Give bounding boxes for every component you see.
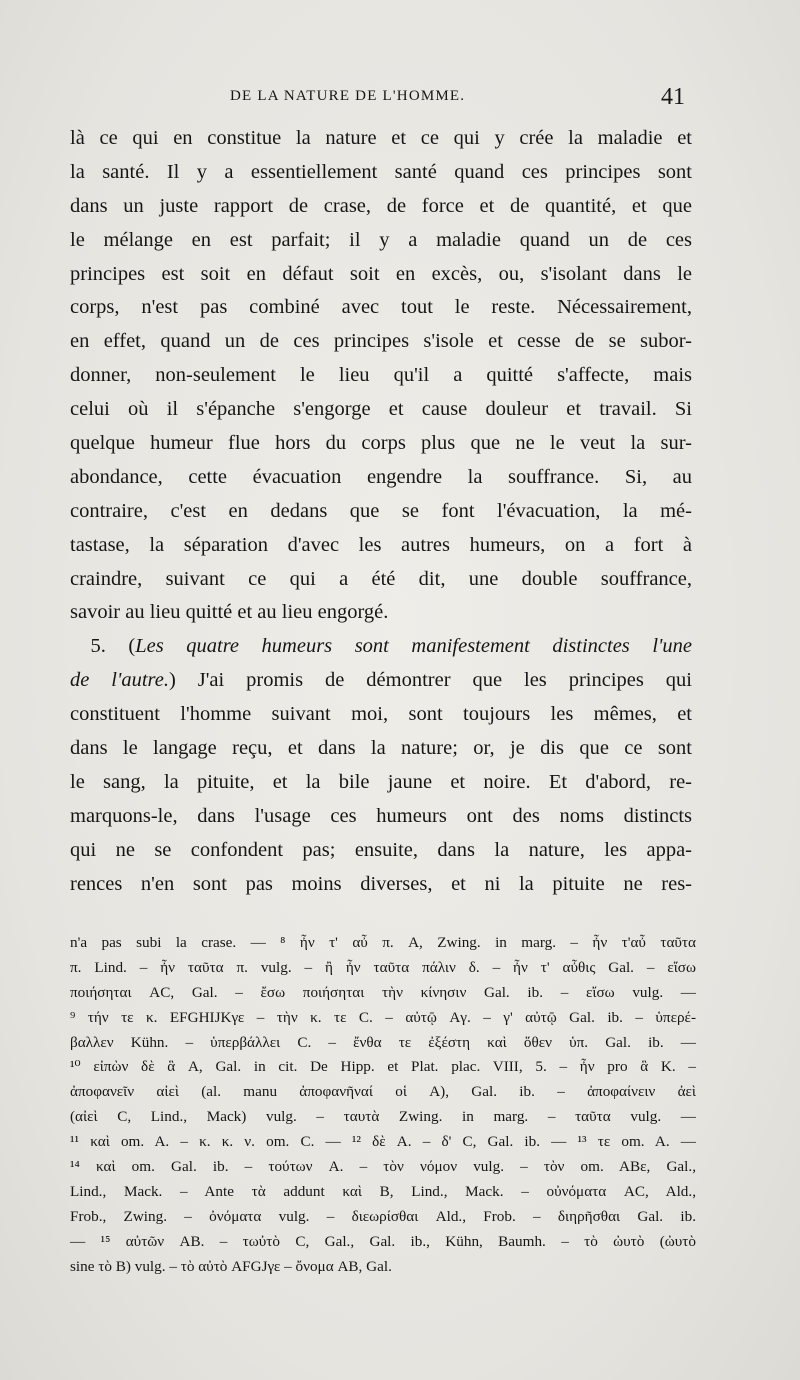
footnote-line: ¹⁴ καὶ om. Gal. ib. – τούτων A. – τὸν νόμον vulg. – τὸν om. ABε, Gal., [70, 1158, 696, 1176]
footnote-line: n'a pas subi la crase. — ⁸ ἦν τ' αὖ π. A, Zwing. in marg. – ἦν τ'αὖ ταῦτα [70, 934, 696, 951]
footnote-line: (αἰεὶ C, Lind., Mack) vulg. – ταυτὰ Zwing. in marg. – ταῦτα vulg. — [70, 1108, 696, 1126]
text-line: abondance, cette évacuation engendre la souffrance. Si, au [70, 465, 692, 488]
page-number: 41 [661, 84, 685, 110]
text-line: qui ne se confondent pas; ensuite, dans la nature, les appa- [70, 838, 692, 861]
footnote-line: ¹⁰ εἰπὼν δὲ ἃ A, Gal. in cit. De Hipp. et Plat. plac. VIII, 5. – ἦν pro ἃ K. – [70, 1058, 696, 1076]
text-line: en effet, quand un de ces principes s'isole et cesse de se subor- [70, 330, 692, 353]
footnote-line: ἀποφανεῖν αἰεὶ (al. manu ἀποφανῆναί οἱ A), Gal. ib. – ἀποφαίνειν ἀεὶ [70, 1083, 696, 1101]
footnote-line: βαλλεν Kühn. – ὑπερβάλλει C. – ἔνθα τε ἐξέστη καὶ ὅθεν ὑπ. Gal. ib. — [70, 1033, 696, 1051]
section-5-heading-line [70, 630, 692, 664]
text-line: craindre, suivant ce qui a été dit, une double souffrance, [70, 567, 692, 590]
text-line: celui où il s'épanche s'engorge et cause douleur et travail. Si [70, 398, 692, 421]
footnote-line: — ¹⁵ αὐτῶν AB. – τωὐτὸ C, Gal., Gal. ib., Kühn, Baumh. – τὸ ὠυτὸ (ὠυτὸ [70, 1232, 696, 1250]
text-span: ) J'ai promis de démontrer que les principes qui [169, 669, 692, 692]
footnotes [70, 931, 696, 1279]
footnote-line: Frob., Zwing. – ὀνόματα vulg. – διεωρίσθαι Ald., Frob. – διηρῆσθαι Gal. ib. [70, 1207, 696, 1225]
main-text [70, 122, 692, 901]
text-line: contraire, c'est en dedans que se font l'évacuation, la mé- [70, 499, 692, 522]
text-line: corps, n'est pas combiné avec tout le reste. Nécessairement, [70, 296, 692, 319]
footnote-line: ⁹ τήν τε κ. EFGHIJKγε – τὴν κ. τε C. – αὐτῷ Aγ. – γ' αὐτῷ Gal. ib. – ὑπερέ- [70, 1008, 696, 1026]
text-line: donner, non-seulement le lieu qu'il a quitté s'affecte, mais [70, 364, 692, 387]
text-line: la santé. Il y a essentiellement santé quand ces principes sont [70, 160, 692, 183]
section-title: Les quatre humeurs sont manifestement distinctes l'une [135, 635, 693, 658]
text-line: rences n'en sont pas moins diverses, et ni la pituite ne res- [70, 872, 692, 895]
footnote-line: ¹¹ καὶ om. A. – κ. κ. ν. om. C. — ¹² δὲ A. – δ' C, Gal. ib. — ¹³ τε om. A. — [70, 1133, 696, 1151]
text-line: dans un juste rapport de crase, de force et de quantité, et que [70, 194, 692, 217]
text-line: le sang, la pituite, et la bile jaune et noire. Et d'abord, re- [70, 770, 692, 793]
text-line: le mélange en est parfait; il y a maladie quand un de ces [70, 228, 692, 251]
text-line: dans le langage reçu, et dans la nature; or, je dis que ce sont [70, 737, 692, 760]
text-line: quelque humeur flue hors du corps plus que ne le veut la sur- [70, 432, 692, 455]
section-5-heading-line-2 [70, 664, 692, 698]
footnote-line: ποιήσηται AC, Gal. – ἔσω ποιήσηται τὴν κίνησιν Gal. ib. – εἴσω vulg. — [70, 983, 696, 1001]
footnote-line: sine τὸ B) vulg. – τὸ αὐτὸ AFGJγε – ὄνομα AB, Gal. [70, 1257, 392, 1275]
text-line: constituent l'homme suivant moi, sont toujours les mêmes, et [70, 703, 692, 726]
text-line: tastase, la séparation d'avec les autres humeurs, on a fort à [70, 533, 692, 556]
text-line: principes est soit en défaut soit en excès, ou, s'isolant dans le [70, 262, 692, 285]
text-line: là ce qui en constitue la nature et ce qui y crée la maladie et [70, 127, 692, 149]
text-line: savoir au lieu quitté et au lieu engorgé. [70, 601, 389, 624]
footnote-line: π. Lind. – ἦν ταῦτα π. vulg. – ἢ ἦν ταῦτα πάλιν δ. – ἦν τ' αὖθις Gal. – εἴσω [70, 958, 696, 976]
text-line: marquons-le, dans l'usage ces humeurs ont des noms distincts [70, 804, 692, 827]
running-head: DE LA NATURE DE L'HOMME. [230, 88, 466, 104]
section-title-end: de l'autre. [70, 669, 169, 692]
footnote-line: Lind., Mack. – Ante τὰ addunt καὶ B, Lind., Mack. – οὐνόματα AC, Ald., [70, 1182, 696, 1200]
section-number: 5. ( [90, 635, 136, 658]
